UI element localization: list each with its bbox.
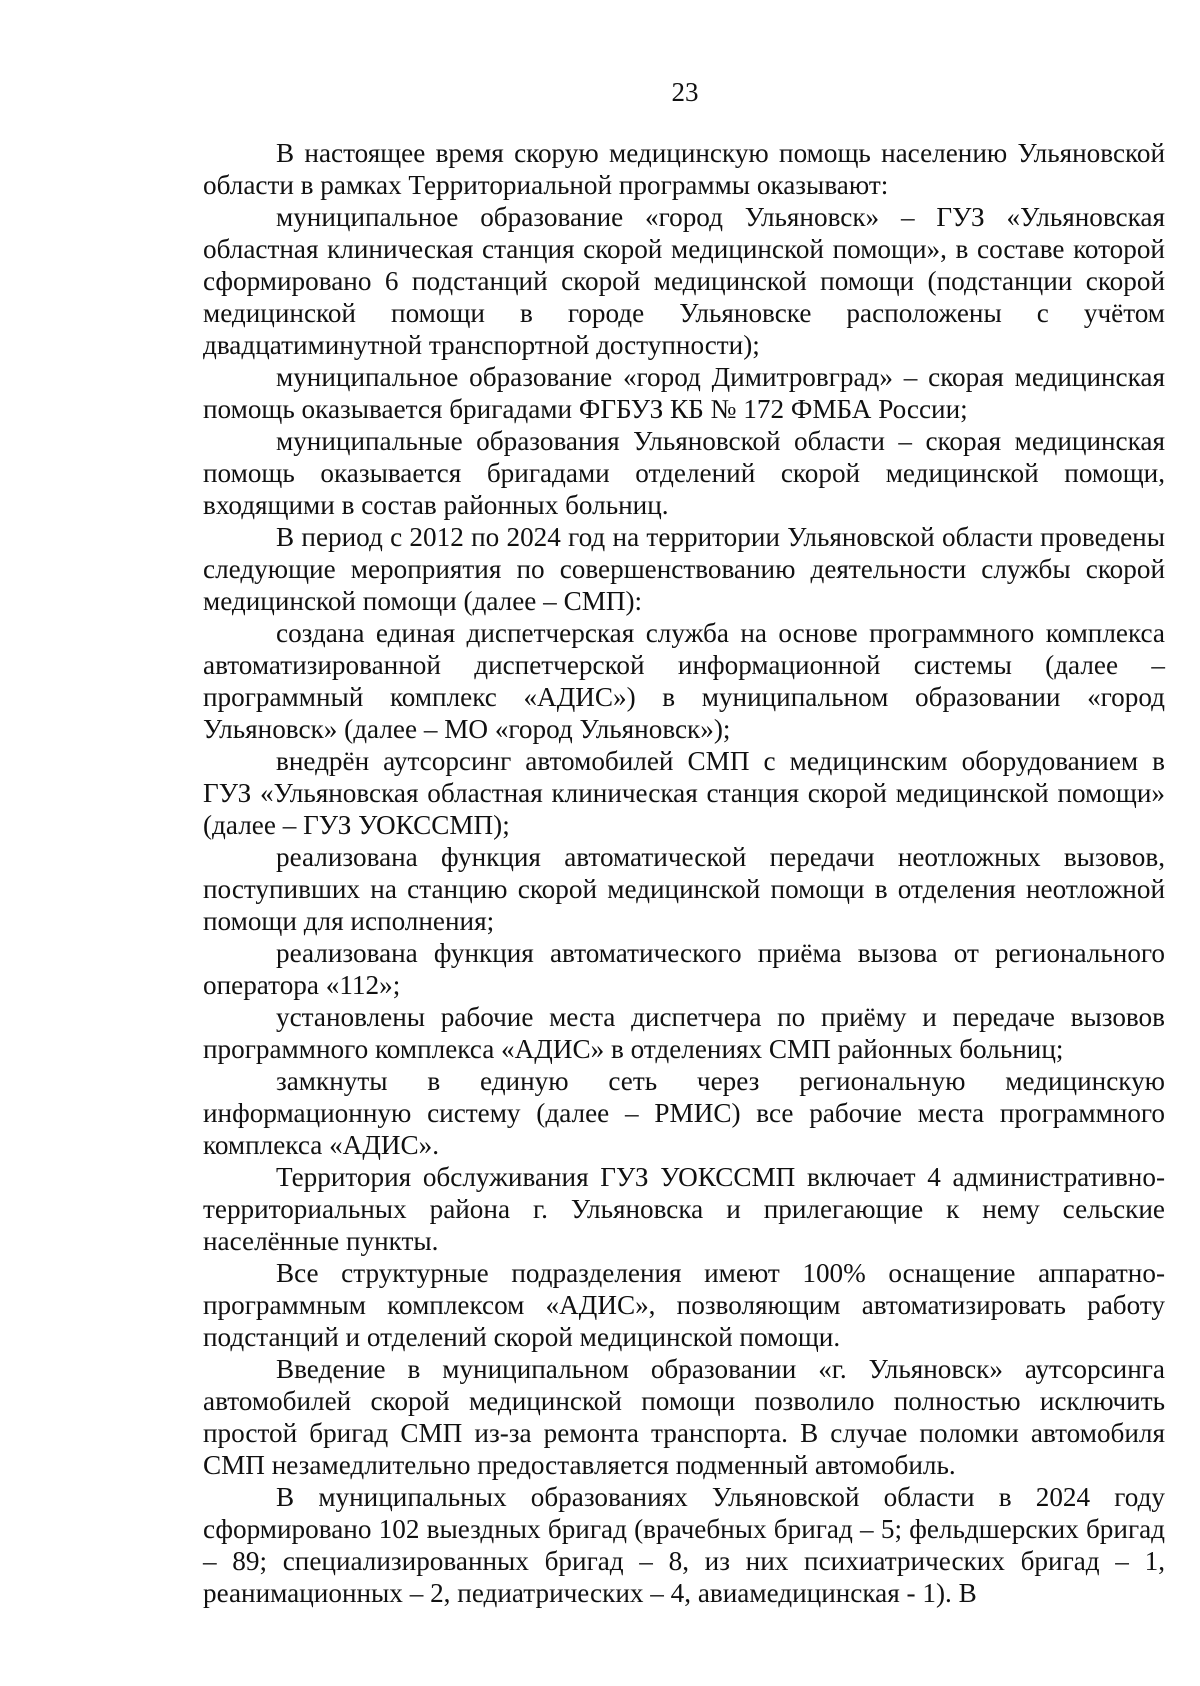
paragraph: реализована функция автоматической передачи неотложных вызовов, поступивших на станцию скорой медицинской помощи в отделения неотложной помощи для исполнения; bbox=[203, 842, 1165, 936]
paragraph: замкнуты в единую сеть через региональную медицинскую информационную систему (далее – РМИС) все рабочие места программного комплекса «АДИС». bbox=[203, 1066, 1165, 1160]
paragraph: муниципальное образование «город Ульяновск» – ГУЗ «Ульяновская областная клиническая станция скорой медицинской помощи», в составе которой сформировано 6 подстанций скорой медицинской помощи (подстанции скорой медицинской помощи в городе Ульяновске расположены с учётом двадцатиминутной транспортной доступности); bbox=[203, 202, 1165, 360]
paragraph: Все структурные подразделения имеют 100% оснащение аппаратно-программным комплексом «АДИС», позволяющим автоматизировать работу подстанций и отделений скорой медицинской помощи. bbox=[203, 1258, 1165, 1352]
document-body bbox=[203, 137, 1165, 1609]
paragraph: муниципальные образования Ульяновской области – скорая медицинская помощь оказывается бригадами отделений скорой медицинской помощи, входящими в состав районных больниц. bbox=[203, 426, 1165, 520]
paragraph: Введение в муниципальном образовании «г. Ульяновск» аутсорсинга автомобилей скорой медицинской помощи позволило полностью исключить простой бригад СМП из-за ремонта транспорта. В случае поломки автомобиля СМП незамедлительно предоставляется подменный автомобиль. bbox=[203, 1354, 1165, 1480]
paragraph: В период с 2012 по 2024 год на территории Ульяновской области проведены следующие мероприятия по совершенствованию деятельности службы скорой медицинской помощи (далее – СМП): bbox=[203, 522, 1165, 616]
paragraph: создана единая диспетчерская служба на основе программного комплекса автоматизированной диспетчерской информационной системы (далее – программный комплекс «АДИС») в муниципальном образовании «город Ульяновск» (далее – МО «город Ульяновск»); bbox=[203, 618, 1165, 744]
paragraph: внедрён аутсорсинг автомобилей СМП с медицинским оборудованием в ГУЗ «Ульяновская областная клиническая станция скорой медицинской помощи» (далее – ГУЗ УОКССМП); bbox=[203, 746, 1165, 840]
paragraph: В настоящее время скорую медицинскую помощь населению Ульяновской области в рамках Территориальной программы оказывают: bbox=[203, 138, 1165, 200]
paragraph: В муниципальных образованиях Ульяновской области в 2024 году сформировано 102 выездных бригад (врачебных бригад – 5; фельдшерских бригад – 89; специализированных бригад – 8, из них психиатрических бригад – 1, реанимационных – 2, педиатрических – 4, авиамедицинская - 1). В bbox=[203, 1482, 1165, 1608]
paragraph: реализована функция автоматического приёма вызова от регионального оператора «112»; bbox=[203, 938, 1165, 1000]
page-number: 23 bbox=[671, 77, 699, 107]
paragraph: Территория обслуживания ГУЗ УОКССМП включает 4 административно-территориальных района г. Ульяновска и прилегающие к нему сельские населённые пункты. bbox=[203, 1162, 1165, 1256]
paragraph: установлены рабочие места диспетчера по приёму и передаче вызовов программного комплекса «АДИС» в отделениях СМП районных больниц; bbox=[203, 1002, 1165, 1064]
paragraph: муниципальное образование «город Димитровград» – скорая медицинская помощь оказывается бригадами ФГБУЗ КБ № 172 ФМБА России; bbox=[203, 362, 1165, 424]
